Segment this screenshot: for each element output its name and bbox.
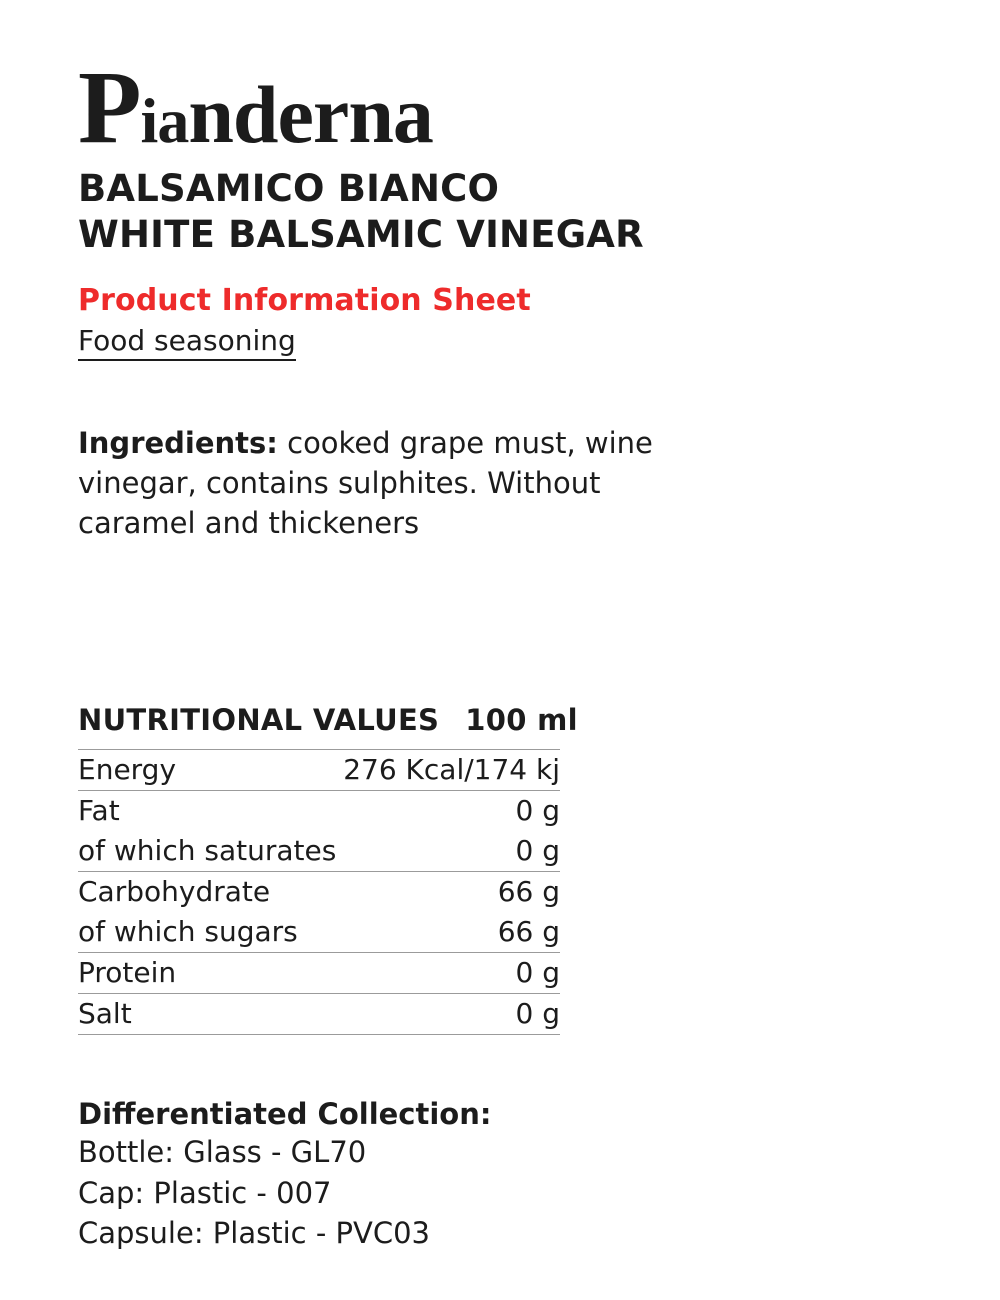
nutrition-row-label: of which saturates bbox=[78, 831, 340, 872]
nutrition-table bbox=[78, 749, 560, 1035]
nutrition-row bbox=[78, 994, 560, 1035]
ingredients-block bbox=[78, 423, 698, 543]
nutrition-row-label: Protein bbox=[78, 953, 340, 994]
collection-line: Capsule: Plastic - PVC03 bbox=[78, 1216, 430, 1251]
nutrition-row bbox=[78, 912, 560, 953]
nutrition-row-value: 0 g bbox=[340, 994, 560, 1035]
nutrition-row bbox=[78, 750, 560, 791]
brand-smallcaps: ia bbox=[140, 85, 189, 156]
ingredients-text: cooked grape must, wine vinegar, contains sulphites. Without caramel and thickeners bbox=[78, 426, 653, 541]
nutrition-row-label: Carbohydrate bbox=[78, 875, 271, 909]
nutrition-heading-label: NUTRITIONAL VALUES bbox=[78, 703, 440, 738]
nutrition-row bbox=[78, 872, 560, 913]
nutrition-table-body bbox=[78, 750, 560, 1035]
ingredients-label: Ingredients: bbox=[78, 426, 278, 460]
nutrition-row-value: 0 g bbox=[340, 953, 560, 994]
nutrition-row-value: 66 g bbox=[497, 875, 560, 909]
collection-line: Cap: Plastic - 007 bbox=[78, 1175, 332, 1210]
nutrition-row-value: 0 g bbox=[340, 831, 560, 872]
nutrition-row-label: Energy bbox=[78, 750, 340, 791]
product-name bbox=[78, 166, 940, 257]
collection-line: Bottle: Glass - GL70 bbox=[78, 1135, 367, 1170]
brand-initial: P bbox=[78, 50, 141, 165]
nutrition-row-value: 0 g bbox=[515, 794, 560, 828]
sheet-subtitle: Food seasoning bbox=[78, 324, 296, 361]
brand-logo bbox=[78, 50, 940, 165]
nutrition-row-label: Fat bbox=[78, 794, 120, 828]
differentiated-collection bbox=[78, 1097, 940, 1253]
product-name-italian: BALSAMICO BIANCO bbox=[78, 167, 500, 210]
nutrition-row-label: Salt bbox=[78, 994, 340, 1035]
nutrition-row-label: of which sugars bbox=[78, 912, 340, 953]
sheet-title: Product Information Sheet bbox=[78, 283, 531, 318]
collection-title: Differentiated Collection: bbox=[78, 1097, 492, 1132]
nutrition-row-value: 66 g bbox=[340, 912, 560, 953]
nutrition-heading bbox=[78, 703, 940, 737]
nutrition-row-value: 276 Kcal/174 kj bbox=[340, 750, 560, 791]
nutrition-portion: 100 ml bbox=[465, 703, 578, 738]
nutrition-row bbox=[78, 791, 560, 832]
brand-rest: nderna bbox=[188, 69, 433, 160]
product-name-english: WHITE BALSAMIC VINEGAR bbox=[78, 212, 644, 256]
nutrition-row bbox=[78, 831, 560, 872]
nutrition-row bbox=[78, 953, 560, 994]
